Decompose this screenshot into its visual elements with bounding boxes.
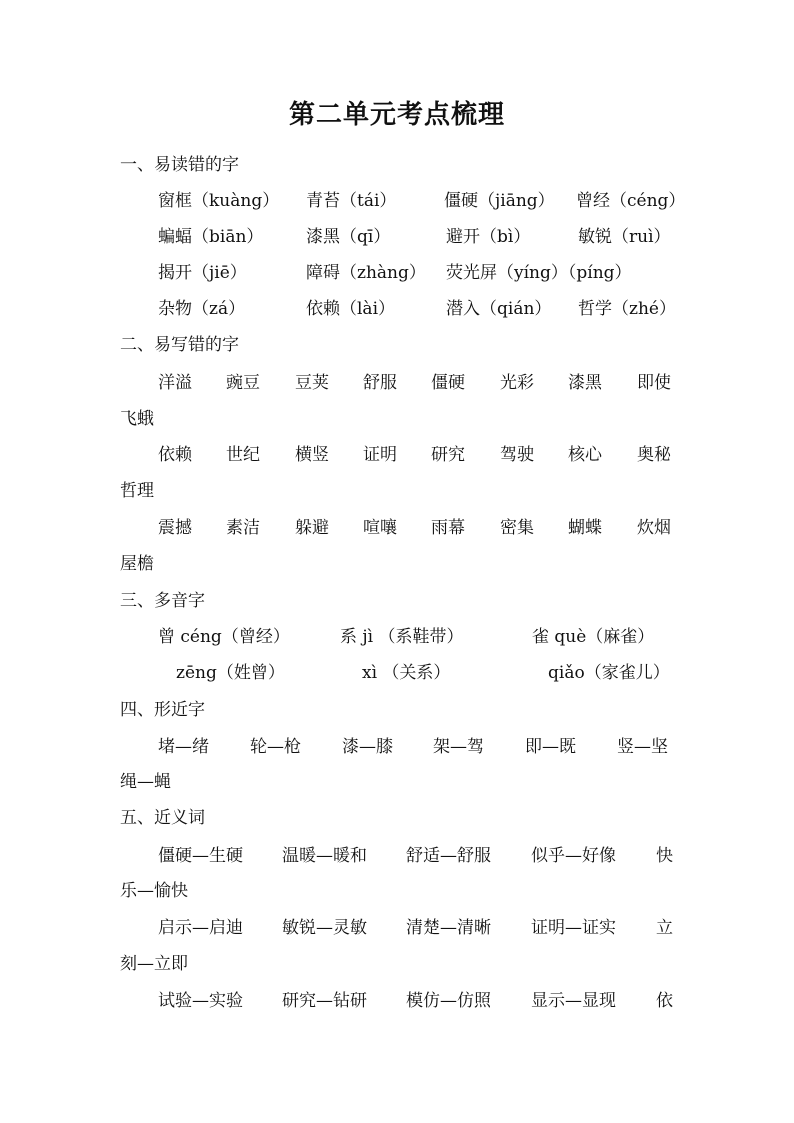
word-row-2 — [0, 440, 794, 466]
word-item: 雨幕 — [431, 518, 465, 538]
word-item: 舒服 — [363, 373, 397, 393]
pinyin-item: 青苔（tái） — [306, 191, 397, 211]
pinyin-item: 敏锐（ruì） — [578, 227, 671, 247]
word-item: 漆黑 — [568, 373, 602, 393]
word-row-1-wrap: 飞蛾 — [120, 409, 154, 429]
synonym-row-3 — [0, 986, 794, 1012]
polyphone-item: xì （关系） — [362, 663, 451, 683]
word-row-2-wrap: 哲理 — [120, 481, 154, 501]
similar-char-item: 即—既 — [525, 737, 576, 757]
polyphone-item: 曾 céng（曾经） — [158, 627, 290, 647]
synonym-item: 证明—证实 — [531, 918, 616, 938]
word-item: 僵硬 — [431, 373, 465, 393]
synonym-item: 僵硬—生硬 — [158, 846, 243, 866]
polyphone-row-2 — [0, 658, 794, 684]
synonym-row-1-wrap: 乐—愉快 — [120, 881, 188, 901]
word-item: 密集 — [500, 518, 534, 538]
section-heading-1: 一、易读错的字 — [120, 155, 239, 175]
similar-char-item: 堵—绪 — [158, 737, 209, 757]
pinyin-item: 漆黑（qī） — [306, 227, 391, 247]
synonym-row-1 — [0, 841, 794, 867]
pinyin-row-1 — [0, 186, 794, 212]
word-item: 蝴蝶 — [568, 518, 602, 538]
polyphone-item: 系 jì （系鞋带） — [340, 627, 464, 647]
word-row-3-wrap: 屋檐 — [120, 554, 154, 574]
word-item: 豆荚 — [295, 373, 329, 393]
pinyin-item: 曾经（céng） — [576, 191, 686, 211]
pinyin-item: 揭开（jiē） — [158, 263, 247, 283]
word-item: 横竖 — [295, 445, 329, 465]
synonym-row-2 — [0, 913, 794, 939]
word-item: 素洁 — [226, 518, 260, 538]
word-item: 奥秘 — [637, 445, 671, 465]
synonym-item: 清楚—清晰 — [406, 918, 491, 938]
synonym-item: 显示—显现 — [531, 991, 616, 1011]
synonym-item: 依 — [656, 991, 673, 1011]
page-title: 第二单元考点梳理 — [288, 100, 505, 130]
word-item: 即使 — [637, 373, 671, 393]
synonym-row-2-wrap: 刻—立即 — [120, 954, 188, 974]
word-row-3 — [0, 513, 794, 539]
pinyin-item: 僵硬（jiāng） — [444, 191, 555, 211]
synonym-item: 舒适—舒服 — [406, 846, 491, 866]
polyphone-item: zēng（姓曾） — [176, 663, 285, 683]
section-heading-4: 四、形近字 — [120, 700, 205, 720]
word-item: 炊烟 — [637, 518, 671, 538]
similar-char-wrap: 绳—蝇 — [120, 772, 171, 792]
synonym-item: 似乎—好像 — [531, 846, 616, 866]
word-item: 洋溢 — [158, 373, 192, 393]
synonym-item: 立 — [656, 918, 673, 938]
synonym-item: 敏锐—灵敏 — [282, 918, 367, 938]
pinyin-item: 哲学（zhé） — [578, 299, 676, 319]
word-row-1 — [0, 368, 794, 394]
pinyin-item: 窗框（kuàng） — [158, 191, 280, 211]
word-item: 豌豆 — [226, 373, 260, 393]
polyphone-item: qiǎo（家雀儿） — [548, 663, 670, 683]
pinyin-item: 荧光屏（yíng）（píng） — [446, 263, 632, 283]
section-heading-2: 二、易写错的字 — [120, 335, 239, 355]
word-item: 依赖 — [158, 445, 192, 465]
word-item: 光彩 — [500, 373, 534, 393]
pinyin-row-3 — [0, 258, 794, 284]
pinyin-item: 避开（bì） — [446, 227, 531, 247]
pinyin-row-4 — [0, 294, 794, 320]
word-item: 证明 — [363, 445, 397, 465]
synonym-item: 试验—实验 — [158, 991, 243, 1011]
similar-char-item: 竖—坚 — [617, 737, 668, 757]
pinyin-item: 蝙蝠（biān） — [158, 227, 264, 247]
similar-char-row — [0, 732, 794, 758]
pinyin-item: 杂物（zá） — [158, 299, 246, 319]
similar-char-item: 轮—枪 — [250, 737, 301, 757]
synonym-item: 模仿—仿照 — [406, 991, 491, 1011]
synonym-item: 快 — [656, 846, 673, 866]
word-item: 核心 — [568, 445, 602, 465]
word-item: 研究 — [431, 445, 465, 465]
word-item: 喧嚷 — [363, 518, 397, 538]
pinyin-row-2 — [0, 222, 794, 248]
pinyin-item: 潜入（qián） — [446, 299, 552, 319]
section-heading-5: 五、近义词 — [120, 808, 205, 828]
similar-char-item: 漆—膝 — [342, 737, 393, 757]
word-item: 驾驶 — [500, 445, 534, 465]
polyphone-item: 雀 què（麻雀） — [532, 627, 655, 647]
synonym-item: 启示—启迪 — [158, 918, 243, 938]
word-item: 躲避 — [295, 518, 329, 538]
word-item: 世纪 — [226, 445, 260, 465]
section-heading-3: 三、多音字 — [120, 591, 205, 611]
pinyin-item: 障碍（zhàng） — [306, 263, 426, 283]
polyphone-row-1 — [0, 622, 794, 648]
pinyin-item: 依赖（lài） — [306, 299, 396, 319]
similar-char-item: 架—驾 — [433, 737, 484, 757]
synonym-item: 温暖—暖和 — [282, 846, 367, 866]
word-item: 震撼 — [158, 518, 192, 538]
synonym-item: 研究—钻研 — [282, 991, 367, 1011]
